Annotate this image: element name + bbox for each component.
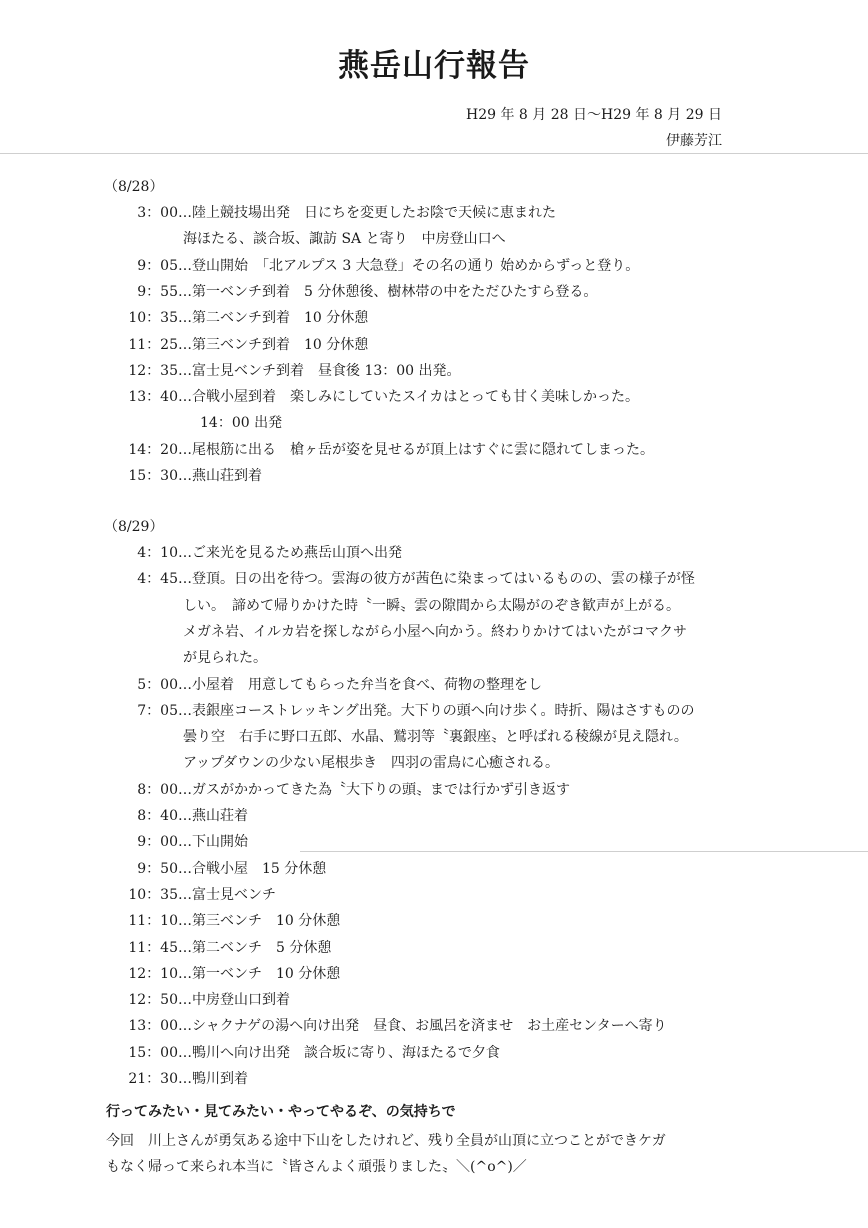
- entry-text: …シャクナゲの湯へ向け出発 昼食、お風呂を済ませ お土産センターへ寄り: [178, 1018, 667, 1035]
- itinerary-entry: [0, 568, 695, 588]
- entry-text: …合戦小屋到着 楽しみにしていたスイカはとっても甘く美味しかった。: [178, 389, 640, 406]
- itinerary-entry: [0, 937, 331, 957]
- itinerary-entry: [0, 779, 570, 799]
- entry-text: …富士見ベンチ到着 昼食後 13：00 出発。: [178, 362, 461, 379]
- entry-time: 9：50: [137, 860, 178, 877]
- entry-time: 9：55: [137, 283, 178, 300]
- entry-text: …鴨川到着: [178, 1071, 248, 1087]
- entry-text: …富士見ベンチ: [178, 886, 276, 903]
- itinerary-entry: [0, 963, 340, 983]
- entry-time: 12：35: [128, 362, 178, 379]
- itinerary-entry: [0, 281, 597, 301]
- entry-text: …燕山荘着: [178, 808, 248, 824]
- entry-continuation: 14：00 出発: [200, 415, 283, 432]
- entry-time: 9：00: [137, 834, 178, 851]
- entry-continuation: 曇り空 右手に野口五郎、水晶、鷲羽等〝裏銀座〟と呼ばれる稜線が見え隠れ。: [183, 729, 688, 746]
- entry-time: 15：00: [128, 1044, 178, 1061]
- itinerary-entry: [0, 858, 326, 878]
- date-range: H29 年 8 月 28 日〜H29 年 8 月 29 日: [466, 107, 722, 123]
- entry-text: …ガスがかかってきた為〝大下りの頭〟までは行かず引き返す: [178, 781, 570, 798]
- entry-time: 11：45: [128, 939, 178, 956]
- author-name: 伊藤芳江: [666, 133, 722, 149]
- entry-text: …小屋着 用意してもらった弁当を食べ、荷物の整理をし: [178, 676, 542, 693]
- entry-time: 21：30: [128, 1071, 178, 1087]
- entry-text: …燕山荘到着: [178, 468, 262, 484]
- entry-text: …第三ベンチ到着 10 分休憩: [178, 336, 369, 353]
- itinerary-entry: [0, 307, 368, 327]
- itinerary-entry: [0, 1015, 667, 1035]
- entry-time: 8：00: [137, 781, 178, 798]
- itinerary-entry: [0, 989, 290, 1009]
- entry-continuation: 海ほたる、談合坂、諏訪 SA と寄り 中房登山口へ: [183, 231, 506, 248]
- entry-text: …第一ベンチ 10 分休憩: [178, 965, 341, 982]
- entry-time: 11：10: [128, 913, 178, 930]
- entry-text: …表銀座コーストレッキング出発。大下りの頭へ向け歩く。時折、陽はさすものの: [178, 702, 695, 719]
- itinerary-entry: [0, 700, 694, 720]
- itinerary-entry: [0, 202, 556, 222]
- summary-line-1: 今回 川上さんが勇気ある途中下山をしたけれど、残り全員が山頂に立つことができケガ: [106, 1133, 666, 1149]
- entry-text: …下山開始: [178, 834, 248, 851]
- entry-continuation: しい。 諦めて帰りかけた時〝一瞬〟雲の隙間から太陽がのぞき歓声が上がる。: [183, 597, 680, 614]
- entry-text: …第三ベンチ 10 分休憩: [178, 913, 341, 930]
- itinerary-entry: [0, 1068, 248, 1088]
- itinerary-entry: [0, 910, 340, 930]
- entry-text: …鴨川へ向け出発 談合坂に寄り、海ほたるで夕食: [178, 1044, 500, 1061]
- day2-label: （8/29）: [104, 519, 164, 535]
- itinerary-entry: [0, 831, 248, 851]
- scan-divider-top: [0, 153, 868, 154]
- itinerary-entry: [0, 386, 639, 406]
- itinerary-entry: [0, 360, 461, 380]
- entry-continuation: が見られた。: [183, 650, 267, 667]
- itinerary-entry: [0, 465, 262, 485]
- entry-text: …ご来光を見るため燕岳山頂へ出発: [178, 545, 402, 561]
- entry-time: 5：00: [137, 676, 178, 693]
- entry-text: …登山開始 「北アルプス 3 大急登」その名の通り 始めからずっと登り。: [178, 257, 640, 274]
- entry-time: 13：40: [128, 389, 178, 406]
- entry-time: 12：10: [128, 965, 178, 982]
- itinerary-entry: [0, 255, 639, 275]
- scan-divider-mid: [300, 851, 868, 852]
- itinerary-entry: [0, 805, 248, 825]
- itinerary-entry: [0, 884, 276, 904]
- entry-time: 13：00: [128, 1018, 178, 1035]
- entry-time: 9：05: [137, 257, 178, 274]
- page-title: 燕岳山行報告: [338, 48, 530, 84]
- day1-label: （8/28）: [104, 179, 164, 195]
- itinerary-entry: [0, 1042, 500, 1062]
- entry-time: 15：30: [128, 468, 178, 484]
- itinerary-entry: [0, 674, 542, 694]
- summary-line-2: もなく帰って来られ本当に〝皆さんよく頑張りました〟＼(^o^)／: [106, 1159, 527, 1175]
- entry-continuation: メガネ岩、イルカ岩を探しながら小屋へ向かう。終わりかけてはいたがコマクサ: [183, 623, 687, 640]
- entry-time: 8：40: [137, 808, 178, 824]
- itinerary-entry: [0, 542, 402, 562]
- entry-text: …中房登山口到着: [178, 992, 290, 1009]
- entry-time: 11：25: [128, 336, 178, 353]
- entry-time: 10：35: [128, 886, 178, 903]
- entry-time: 3：00: [137, 205, 178, 221]
- entry-time: 10：35: [128, 310, 178, 327]
- entry-text: …合戦小屋 15 分休憩: [178, 860, 327, 877]
- itinerary-entry: [0, 334, 368, 354]
- entry-text: …第二ベンチ到着 10 分休憩: [178, 310, 369, 327]
- entry-time: 12：50: [128, 992, 178, 1009]
- entry-text: …第一ベンチ到着 5 分休憩後、樹林帯の中をただひたすら登る。: [178, 283, 598, 300]
- entry-text: …第二ベンチ 5 分休憩: [178, 939, 332, 956]
- entry-time: 7：05: [137, 702, 178, 719]
- entry-text: …陸上競技場出発 日にちを変更したお陰で天候に恵まれた: [178, 205, 556, 221]
- itinerary-entry: [0, 439, 654, 459]
- entry-time: 4：45: [137, 571, 178, 588]
- entry-continuation: アップダウンの少ない尾根歩き 四羽の雷鳥に心癒される。: [183, 755, 560, 772]
- entry-time: 14：20: [128, 441, 178, 458]
- entry-time: 4：10: [137, 545, 178, 561]
- entry-text: …登頂。日の出を待つ。雲海の彼方が茜色に染まってはいるものの、雲の様子が怪: [178, 571, 695, 588]
- summary-title: 行ってみたい・見てみたい・やってやるぞ、の気持ちで: [106, 1104, 456, 1120]
- entry-text: …尾根筋に出る 槍ヶ岳が姿を見せるが頂上はすぐに雲に隠れてしまった。: [178, 441, 654, 458]
